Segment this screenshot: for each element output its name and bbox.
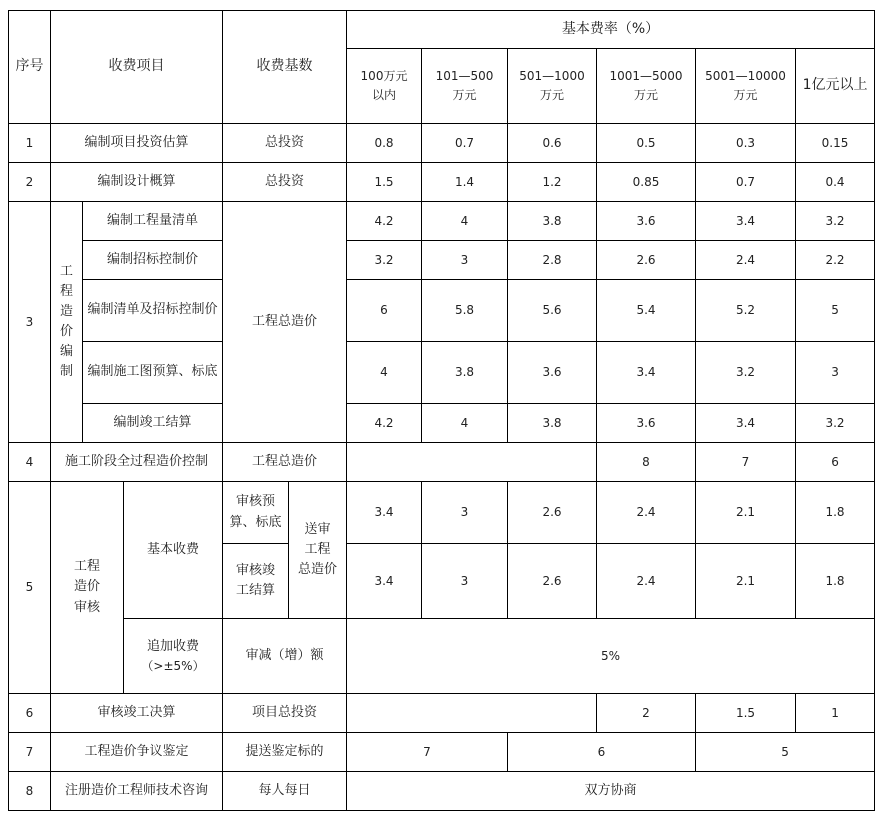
- table-row: [9, 694, 875, 733]
- sub-item: 审核预算、标底: [223, 482, 289, 544]
- table-row: [9, 619, 875, 694]
- rate-cell: 0.15: [796, 124, 875, 163]
- rate-cell: 4.2: [347, 404, 422, 443]
- extra-fee-rate: 5%: [347, 619, 875, 694]
- rate-cell: 1.8: [796, 544, 875, 619]
- rate-cell: 6: [508, 733, 696, 772]
- table-row: [9, 163, 875, 202]
- table-row: [9, 342, 875, 404]
- rate-cell: 3.2: [696, 342, 796, 404]
- rate-cell: 2.2: [796, 241, 875, 280]
- sub-item: 编制清单及招标控制价: [83, 280, 223, 342]
- fee-schedule-table: [8, 10, 875, 811]
- rate-cell: 5: [796, 280, 875, 342]
- rate-cell: 5: [696, 733, 875, 772]
- rate-cell: 1.4: [422, 163, 508, 202]
- rate-cell: 3.2: [796, 404, 875, 443]
- rate-cell: 2.4: [696, 241, 796, 280]
- rate-cell: 3.2: [347, 241, 422, 280]
- table-row: [9, 241, 875, 280]
- table-row: [9, 443, 875, 482]
- sub-item: 编制工程量清单: [83, 202, 223, 241]
- rate-cell: 7: [347, 733, 508, 772]
- rate-cell: 3: [422, 482, 508, 544]
- rate-cell: 1.8: [796, 482, 875, 544]
- rate-cell: 4: [422, 202, 508, 241]
- tier-2-header: 101—500 万元: [422, 49, 508, 124]
- rate-cell: 3.2: [796, 202, 875, 241]
- row-item: 编制设计概算: [51, 163, 223, 202]
- rate-cell: 0.85: [597, 163, 696, 202]
- row-base: 提送鉴定标的: [223, 733, 347, 772]
- table-row: [9, 202, 875, 241]
- row-item: 注册造价工程师技术咨询: [51, 772, 223, 811]
- table-row: [9, 124, 875, 163]
- header-rate-title: 基本费率（%）: [347, 11, 875, 49]
- sub-item: 编制招标控制价: [83, 241, 223, 280]
- rate-cell: 2.4: [597, 544, 696, 619]
- rate-cell-empty: [347, 694, 597, 733]
- tier-4-header: 1001—5000 万元: [597, 49, 696, 124]
- rate-cell: 0.4: [796, 163, 875, 202]
- row-seq: 2: [9, 163, 51, 202]
- rate-cell: 2.6: [508, 544, 597, 619]
- rate-cell-empty: [347, 443, 597, 482]
- rate-cell: 3.6: [508, 342, 597, 404]
- rate-cell: 3.8: [508, 404, 597, 443]
- sub-item: 审核竣 工结算: [223, 544, 289, 619]
- table-row: [9, 733, 875, 772]
- table-row: [9, 482, 875, 544]
- rate-cell: 3.4: [696, 404, 796, 443]
- rate-cell: 0.3: [696, 124, 796, 163]
- rate-cell: 5.8: [422, 280, 508, 342]
- rate-cell: 1.2: [508, 163, 597, 202]
- rate-cell: 3.4: [347, 482, 422, 544]
- rate-cell: 5.6: [508, 280, 597, 342]
- header-item: 收费项目: [51, 11, 223, 124]
- extra-fee-base: 审减（增）额: [223, 619, 347, 694]
- rate-cell: 2.1: [696, 482, 796, 544]
- tier-6-header: 1亿元以上: [796, 49, 875, 124]
- rate-cell: 3.4: [347, 544, 422, 619]
- rate-cell: 2.1: [696, 544, 796, 619]
- rate-cell: 0.7: [696, 163, 796, 202]
- rate-cell: 0.5: [597, 124, 696, 163]
- rate-cell: 0.7: [422, 124, 508, 163]
- rate-cell: 0.8: [347, 124, 422, 163]
- rate-cell: 1.5: [347, 163, 422, 202]
- row-base: 总投资: [223, 163, 347, 202]
- rate-cell: 3.6: [597, 202, 696, 241]
- rate-cell: 3.8: [422, 342, 508, 404]
- rate-cell: 双方协商: [347, 772, 875, 811]
- row-item: 工程造价争议鉴定: [51, 733, 223, 772]
- rate-cell: 4.2: [347, 202, 422, 241]
- table-row: [9, 404, 875, 443]
- basic-fee-label: 基本收费: [124, 482, 223, 619]
- rate-cell: 2.6: [508, 482, 597, 544]
- rate-cell: 0.6: [508, 124, 597, 163]
- row-seq: 4: [9, 443, 51, 482]
- table-row: [9, 280, 875, 342]
- row-group-label: 工程 造价 编制: [51, 202, 83, 443]
- rate-cell: 4: [347, 342, 422, 404]
- sub-item: 编制施工图预算、标底: [83, 342, 223, 404]
- row-base: 送审 工程 总造价: [289, 482, 347, 619]
- row-base: 每人每日: [223, 772, 347, 811]
- tier-3-header: 501—1000 万元: [508, 49, 597, 124]
- tier-1-header: 100万元 以内: [347, 49, 422, 124]
- row-seq: 1: [9, 124, 51, 163]
- rate-cell: 5.2: [696, 280, 796, 342]
- table-row: [9, 772, 875, 811]
- row-base: 工程总造价: [223, 202, 347, 443]
- row-seq: 6: [9, 694, 51, 733]
- row-base: 总投资: [223, 124, 347, 163]
- row-item: 编制项目投资估算: [51, 124, 223, 163]
- rate-cell: 4: [422, 404, 508, 443]
- rate-cell: 3.4: [597, 342, 696, 404]
- row-group-label: 工程 造价 审核: [51, 482, 124, 694]
- rate-cell: 3: [796, 342, 875, 404]
- header-row-1: [9, 11, 875, 49]
- rate-cell: 1: [796, 694, 875, 733]
- row-seq: 8: [9, 772, 51, 811]
- rate-cell: 5.4: [597, 280, 696, 342]
- rate-cell: 2: [597, 694, 696, 733]
- row-seq: 5: [9, 482, 51, 694]
- rate-cell: 2.6: [597, 241, 696, 280]
- row-item: 施工阶段全过程造价控制: [51, 443, 223, 482]
- row-item: 审核竣工决算: [51, 694, 223, 733]
- rate-cell: 3.8: [508, 202, 597, 241]
- rate-cell: 3: [422, 544, 508, 619]
- rate-cell: 2.8: [508, 241, 597, 280]
- rate-cell: 3.6: [597, 404, 696, 443]
- row-base: 项目总投资: [223, 694, 347, 733]
- rate-cell: 6: [796, 443, 875, 482]
- extra-fee-label: 追加收费 （>±5%）: [124, 619, 223, 694]
- sub-item: 编制竣工结算: [83, 404, 223, 443]
- rate-cell: 1.5: [696, 694, 796, 733]
- rate-cell: 3: [422, 241, 508, 280]
- row-base: 工程总造价: [223, 443, 347, 482]
- tier-5-header: 5001—10000 万元: [696, 49, 796, 124]
- rate-cell: 2.4: [597, 482, 696, 544]
- rate-cell: 6: [347, 280, 422, 342]
- rate-cell: 3.4: [696, 202, 796, 241]
- header-seq: 序号: [9, 11, 51, 124]
- rate-cell: 8: [597, 443, 696, 482]
- row-seq: 7: [9, 733, 51, 772]
- rate-cell: 7: [696, 443, 796, 482]
- row-seq: 3: [9, 202, 51, 443]
- header-base: 收费基数: [223, 11, 347, 124]
